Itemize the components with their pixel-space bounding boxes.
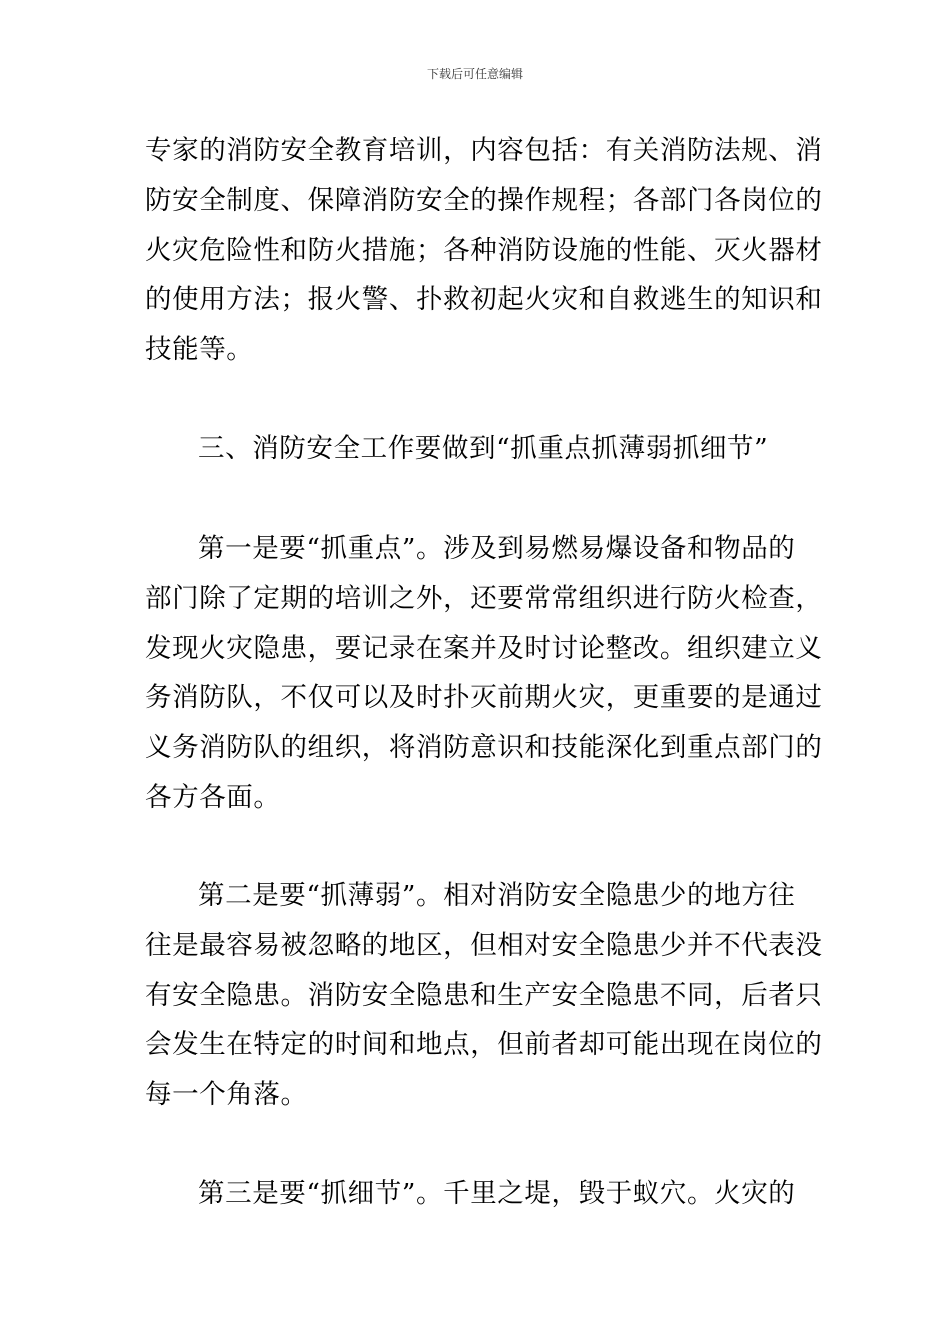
text-line: 专家的消防安全教育培训，内容包括：有关消防法规、消 [145, 135, 823, 166]
paragraph-details [145, 1169, 810, 1219]
text-line: 发现火灾隐患，要记录在案并及时讨论整改。组织建立义 [145, 632, 823, 664]
text-line: 会发生在特定的时间和地点，但前者却可能出现在岗位的 [145, 1029, 823, 1061]
text-line: 第二是要“抓薄弱”。相对消防安全隐患少的地方往 [198, 880, 796, 911]
page-header-note: 下载后可任意编辑 [426, 67, 523, 81]
text-line: 部门除了定期的培训之外，还要常常组织进行防火检查， [145, 582, 823, 614]
text-line: 技能等。 [145, 334, 254, 366]
section-heading [145, 424, 810, 474]
text-line: 火灾危险性和防火措施；各种消防设施的性能、灭火器材 [145, 234, 823, 266]
text-line: 务消防队，不仅可以及时扑灭前期火灾，更重要的是通过 [145, 682, 823, 714]
text-line: 每一个角落。 [145, 1079, 308, 1111]
text-line: 各方各面。 [145, 781, 281, 813]
text-line: 往是最容易被忽略的地区，但相对安全隐患少并不代表没 [145, 929, 823, 961]
text-line: 有安全隐患。消防安全隐患和生产安全隐患不同，后者只 [145, 979, 823, 1011]
paragraph-key-points [145, 524, 823, 823]
paragraph-training-content [145, 126, 823, 375]
text-line: 第三是要“抓细节”。千里之堤，毁于蚁穴。火灾的 [198, 1178, 796, 1209]
text-line: 防安全制度、保障消防安全的操作规程；各部门各岗位的 [145, 184, 823, 216]
text-line: 义务消防队的组织，将消防意识和技能深化到重点部门的 [145, 732, 823, 764]
text-line: 第一是要“抓重点”。涉及到易燃易爆设备和物品的 [198, 533, 796, 564]
text-line: 的使用方法；报火警、扑救初起火灾和自救逃生的知识和 [145, 284, 823, 316]
heading-line: 三、消防安全工作要做到“抓重点抓薄弱抓细节” [198, 433, 769, 464]
paragraph-weak-points [145, 871, 823, 1120]
